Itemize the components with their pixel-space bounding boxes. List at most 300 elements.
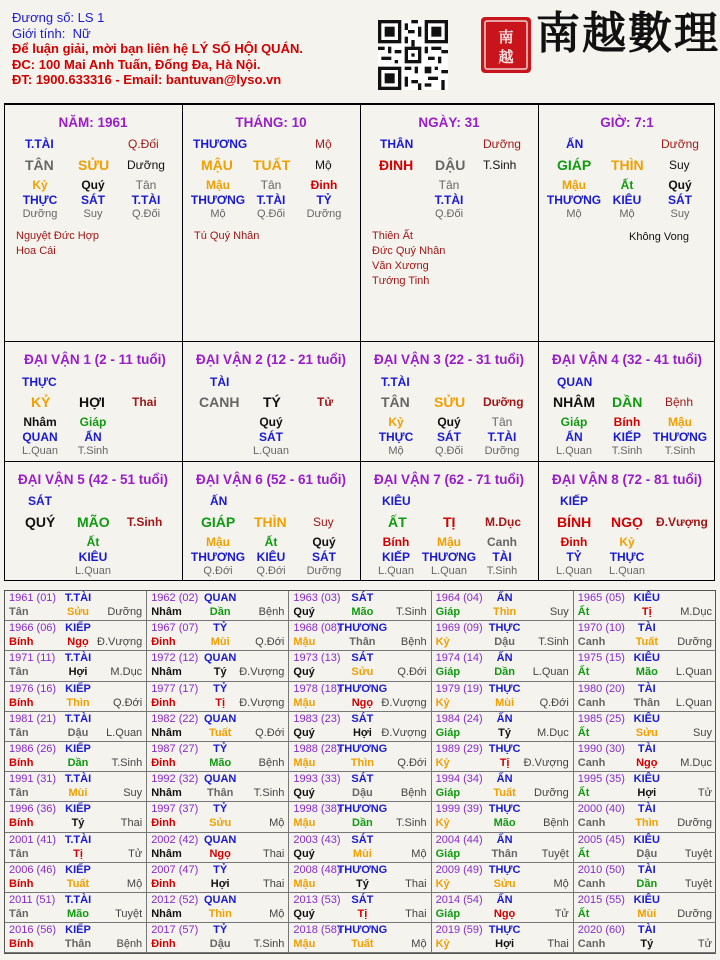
year-state: Thai xyxy=(547,938,569,951)
dai-van-stem: ẤT xyxy=(388,514,407,530)
hidden-god: KIÊU xyxy=(256,550,286,564)
year-label: 2014 (54) xyxy=(435,894,483,906)
pillar-branch: THÌN xyxy=(611,157,644,173)
hidden-god: T.TÀI xyxy=(131,193,161,207)
year-branch: Dậu xyxy=(494,636,515,649)
dai-van-8 xyxy=(539,462,714,580)
hidden-state: L.Quan xyxy=(21,445,59,457)
year-god: ẤN xyxy=(496,652,513,665)
hidden-state: Q.Đối xyxy=(131,208,161,220)
year-branch: Thân xyxy=(64,938,92,951)
year-state: Tử xyxy=(554,908,569,920)
star-item: Đức Quý Nhân xyxy=(372,245,446,257)
year-stem: Mậu xyxy=(293,696,316,709)
year-state: Thai xyxy=(120,817,143,830)
dai-van-branch: MÃO xyxy=(77,514,110,530)
hidden-stem: Mậu xyxy=(562,178,586,192)
dai-van-state: M.Dục xyxy=(485,515,521,529)
hidden-stem: Tân xyxy=(491,415,513,429)
hidden-stem: Tân xyxy=(135,178,157,192)
year-state: Tuyệt xyxy=(541,847,569,860)
year-branch: Ngọ xyxy=(351,696,374,709)
hidden-god: THƯƠNG xyxy=(652,430,708,444)
year-branch: Tị xyxy=(215,696,226,709)
hidden-stem: Ất xyxy=(264,535,278,549)
hidden-god: QUAN xyxy=(22,430,58,444)
year-god: SÁT xyxy=(351,894,374,906)
hidden-god: KIẾP xyxy=(612,430,642,444)
hidden-god: TỶ xyxy=(316,193,332,207)
year-label: 2020 (60) xyxy=(577,924,625,937)
year-stem: Quý xyxy=(293,787,315,800)
dai-van-state: Đ.Vượng xyxy=(656,515,708,529)
year-branch: Sửu xyxy=(351,666,374,679)
hidden-state: Suy xyxy=(83,208,103,220)
year-stem: Bính xyxy=(9,696,34,709)
hidden-state: Dưỡng xyxy=(306,208,342,220)
year-label: 2006 (46) xyxy=(9,863,57,876)
year-label: 2000 (40) xyxy=(577,803,625,816)
year-state: Bệnh xyxy=(258,757,285,769)
star-item: Thiên Ất xyxy=(372,230,413,242)
year-state: Đ.Vượng xyxy=(97,636,143,649)
year-state: Thai xyxy=(262,877,285,890)
year-branch: Hợi xyxy=(210,877,230,890)
year-stem: Tân xyxy=(9,606,29,618)
hidden-god: T.TÀI xyxy=(256,193,286,207)
year-god: KIÊU xyxy=(633,894,660,906)
year-stem: Canh xyxy=(577,877,606,890)
year-god: TÀI xyxy=(637,743,656,755)
year-branch: Ngọ xyxy=(636,757,658,769)
year-god: KIẾP xyxy=(65,743,91,755)
year-branch: Ngọ xyxy=(209,847,231,860)
year-branch: Tuất xyxy=(635,636,658,649)
year-state: L.Quan xyxy=(106,726,143,739)
year-god: TÀI xyxy=(637,622,656,635)
year-cell xyxy=(147,682,289,712)
year-stem: Giáp xyxy=(435,787,461,800)
dai-van-branch: TÝ xyxy=(263,394,281,410)
year-state: Tử xyxy=(697,787,712,800)
year-label: 1983 (23) xyxy=(293,712,341,725)
year-cell xyxy=(5,591,147,621)
year-god: THỰC xyxy=(488,863,521,876)
star-item: Tướng Tinh xyxy=(372,275,430,287)
hidden-god: THỰC xyxy=(378,430,414,444)
year-god: TỶ xyxy=(213,622,228,635)
year-god: T.TÀI xyxy=(64,592,92,604)
hidden-state: Dưỡng xyxy=(484,445,520,457)
pillar-branch-state: T.Sinh xyxy=(483,158,517,172)
hidden-god: THƯƠNG xyxy=(190,550,246,564)
year-cell xyxy=(147,802,289,832)
year-label: 1974 (14) xyxy=(435,652,483,665)
year-stem: Kỷ xyxy=(435,877,450,890)
year-state: Q.Đới xyxy=(397,666,427,679)
year-stem: Ất xyxy=(577,847,590,860)
address-line: ĐC: 100 Mai Anh Tuấn, Đống Đa, Hà Nội. xyxy=(12,56,261,72)
year-stem: Ất xyxy=(577,726,590,739)
hidden-stem: Kỷ xyxy=(32,178,48,192)
year-god: KIÊU xyxy=(633,592,660,604)
star-item: Tú Quý Nhân xyxy=(194,230,260,242)
year-cell xyxy=(574,591,716,621)
hidden-state: L.Quan xyxy=(430,565,468,577)
year-cell xyxy=(574,651,716,681)
profile-header xyxy=(12,10,303,88)
year-god: TÀI xyxy=(637,863,656,876)
dai-van-title: ĐẠI VẬN 5 (42 - 51 tuổi) xyxy=(17,472,169,487)
year-god: QUAN xyxy=(203,773,237,786)
year-label: 1991 (31) xyxy=(9,773,57,786)
hidden-god: THỰC xyxy=(22,193,58,207)
dai-van-stem: BÍNH xyxy=(557,514,592,530)
year-label: 1978 (18) xyxy=(293,682,341,695)
year-stem: Nhâm xyxy=(151,606,182,618)
year-branch: Dần xyxy=(636,877,658,890)
hidden-stem: Giáp xyxy=(560,415,588,429)
year-label: 2007 (47) xyxy=(151,863,199,876)
dai-van-title: ĐẠI VẬN 8 (72 - 81 tuổi) xyxy=(551,472,703,487)
year-cell xyxy=(289,742,431,772)
hidden-stem: Ất xyxy=(86,535,100,549)
year-label: 2017 (57) xyxy=(151,924,199,937)
year-branch: Mão xyxy=(209,757,232,769)
year-label: 2016 (56) xyxy=(9,924,57,937)
year-state: Q.Đới xyxy=(397,757,427,769)
year-state: Suy xyxy=(549,606,569,618)
year-god: T.TÀI xyxy=(64,894,92,906)
year-god: THỰC xyxy=(488,622,521,635)
year-branch: Tị xyxy=(357,908,368,920)
dai-van-stem: NHÂM xyxy=(553,394,595,410)
dai-van-branch: DẦN xyxy=(612,394,643,410)
year-god: T.TÀI xyxy=(64,833,92,846)
year-stem: Kỷ xyxy=(435,938,450,951)
year-stem: Mậu xyxy=(293,938,316,951)
year-label: 1988 (28) xyxy=(293,743,341,755)
year-state: Tử xyxy=(128,847,143,860)
year-stem: Quý xyxy=(293,908,315,920)
dai-van-state: T.Sinh xyxy=(127,515,163,529)
year-cell xyxy=(432,682,574,712)
year-cell xyxy=(147,833,289,863)
year-cell xyxy=(147,621,289,651)
year-label: 1976 (16) xyxy=(9,682,57,695)
year-branch: Dậu xyxy=(209,938,231,951)
year-god: QUAN xyxy=(203,712,237,725)
year-label: 1967 (07) xyxy=(151,622,199,635)
year-branch: Thân xyxy=(633,696,660,709)
year-state: T.Sinh xyxy=(253,938,285,951)
year-label: 1986 (26) xyxy=(9,743,57,755)
year-cell xyxy=(289,651,431,681)
year-stem: Canh xyxy=(577,696,606,709)
year-state: Đ.Vượng xyxy=(239,666,285,679)
profile-code: Đương số: LS 1 xyxy=(12,10,105,25)
year-cell xyxy=(5,742,147,772)
year-god: TÀI xyxy=(637,803,656,816)
year-branch: Tý xyxy=(355,877,369,890)
year-state: M.Dục xyxy=(680,606,712,618)
hidden-god: ẤN xyxy=(565,430,583,444)
star-item: Văn Xương xyxy=(372,260,429,272)
year-god: TỶ xyxy=(213,924,228,937)
year-god: THƯƠNG xyxy=(337,622,388,635)
year-label: 2015 (55) xyxy=(577,894,625,906)
year-cell xyxy=(289,712,431,742)
star-item: Hoa Cái xyxy=(16,245,56,257)
hidden-state: Q.Đối xyxy=(434,208,464,220)
year-god: QUAN xyxy=(203,833,237,846)
year-branch: Dần xyxy=(352,817,373,830)
hidden-stem: Quý xyxy=(81,178,105,192)
year-label: 2001 (41) xyxy=(9,833,57,846)
year-state: Q.Đới xyxy=(112,696,143,709)
pillar-branch-state: Mộ xyxy=(315,158,332,172)
hidden-state: L.Quan xyxy=(252,445,290,457)
profile-gender xyxy=(12,26,303,42)
year-stem: Bính xyxy=(9,817,34,830)
year-god: THƯƠNG xyxy=(337,803,388,816)
year-stem: Mậu xyxy=(293,817,316,830)
hidden-stem: Kỷ xyxy=(388,415,404,429)
pillar-month xyxy=(183,105,360,341)
year-god: TỶ xyxy=(213,743,228,755)
year-state: Dưỡng xyxy=(107,606,143,618)
year-branch: Hợi xyxy=(352,726,372,739)
dai-van-stem: TÂN xyxy=(381,394,410,410)
year-god: KIÊU xyxy=(633,773,660,786)
year-branch: Dậu xyxy=(67,726,89,739)
dai-van-title: ĐẠI VẬN 2 (12 - 21 tuổi) xyxy=(195,352,347,367)
year-stem: Tân xyxy=(9,908,29,920)
year-state: M.Dục xyxy=(680,757,712,769)
year-branch: Dần xyxy=(494,666,515,679)
gender-label: Giới tính: xyxy=(12,25,66,41)
year-god: QUAN xyxy=(203,652,237,665)
year-branch: Thìn xyxy=(350,757,374,769)
year-label: 2009 (49) xyxy=(435,863,483,876)
hidden-stem: Bính xyxy=(613,415,641,429)
year-god: T.TÀI xyxy=(64,652,92,665)
year-stem: Quý xyxy=(293,847,315,860)
year-stem: Mậu xyxy=(293,636,316,649)
year-god: TỶ xyxy=(213,803,228,816)
year-stem: Giáp xyxy=(435,908,461,920)
year-branch: Mùi xyxy=(210,636,230,649)
year-state: T.Sinh xyxy=(111,757,143,769)
year-branch: Tuất xyxy=(66,877,90,890)
year-branch: Thìn xyxy=(492,606,517,618)
year-cell xyxy=(147,863,289,893)
year-label: 1997 (37) xyxy=(151,803,199,816)
dai-van-7 xyxy=(361,462,538,580)
year-stem: Giáp xyxy=(435,847,461,860)
hidden-state: L.Quan xyxy=(608,565,646,577)
pillar-branch: DẬU xyxy=(435,157,466,173)
year-cell xyxy=(5,621,147,651)
year-label: 1973 (13) xyxy=(293,652,341,665)
year-branch: Tuất xyxy=(493,787,516,800)
year-branch: Mão xyxy=(351,606,374,618)
pillar-branch-state: Suy xyxy=(669,158,690,172)
year-stem: Bính xyxy=(9,938,34,951)
year-cell xyxy=(432,893,574,923)
year-god: THỰC xyxy=(488,682,521,695)
year-cell xyxy=(147,742,289,772)
year-label: 2003 (43) xyxy=(293,833,341,846)
hidden-state: L.Quan xyxy=(555,445,593,457)
year-branch: Tuất xyxy=(351,938,374,951)
year-god: QUAN xyxy=(203,894,237,906)
hidden-god: T.TÀI xyxy=(487,430,517,444)
year-label: 2002 (42) xyxy=(151,833,199,846)
year-stem: Đinh xyxy=(151,938,176,951)
dai-van-title: ĐẠI VẬN 6 (52 - 61 tuổi) xyxy=(195,472,347,487)
year-stem: Quý xyxy=(293,726,315,739)
pillar-branch: SỬU xyxy=(78,157,110,173)
year-god: T.TÀI xyxy=(64,773,92,786)
year-stem: Đinh xyxy=(151,817,176,830)
year-god: ẤN xyxy=(496,773,513,786)
year-stem: Ất xyxy=(577,606,590,618)
hidden-stem: Đinh xyxy=(560,535,588,549)
year-god: ẤN xyxy=(496,833,513,846)
pillar-state: Dưỡng xyxy=(661,137,699,151)
year-label: 1961 (01) xyxy=(9,592,57,604)
year-branch: Hợi xyxy=(495,938,515,951)
year-cell xyxy=(5,772,147,802)
hidden-stem: Mậu xyxy=(437,535,461,549)
year-branch: Thân xyxy=(491,847,518,860)
year-label: 1994 (34) xyxy=(435,773,483,786)
hidden-state: Mộ xyxy=(210,208,226,220)
year-cell xyxy=(432,742,574,772)
seal-glyph: 越 xyxy=(498,48,514,66)
year-stem: Đinh xyxy=(151,757,176,769)
year-stem: Kỷ xyxy=(435,696,450,709)
pillar-stem: TÂN xyxy=(25,157,54,173)
hidden-stem: Bính xyxy=(382,535,410,549)
star-item: Không Vong xyxy=(629,231,689,243)
pillar-stem: MẬU xyxy=(201,157,233,173)
year-stem: Canh xyxy=(577,938,606,951)
logo-title: 南越數理 xyxy=(536,8,720,59)
dai-van-god: ẤN xyxy=(210,494,228,508)
year-label: 1975 (15) xyxy=(577,652,625,665)
year-cell xyxy=(432,712,574,742)
year-label: 1987 (27) xyxy=(151,743,199,755)
year-cell xyxy=(5,923,147,953)
hidden-stem: Giáp xyxy=(79,415,107,429)
dai-van-branch: HỢI xyxy=(79,394,105,410)
dai-van-4 xyxy=(539,342,714,461)
year-stem: Ất xyxy=(577,666,590,679)
year-state: T.Sinh xyxy=(396,817,427,830)
year-cell xyxy=(574,772,716,802)
year-cell xyxy=(289,772,431,802)
year-cell xyxy=(432,621,574,651)
year-label: 1971 (11) xyxy=(9,652,56,665)
year-state: Bệnh xyxy=(258,606,285,618)
dai-van-god: TÀI xyxy=(210,375,230,389)
year-state: Thai xyxy=(405,877,427,890)
hidden-state: Mộ xyxy=(566,208,582,220)
hidden-stem: Tân xyxy=(438,178,460,192)
year-cell xyxy=(147,712,289,742)
year-branch: Tý xyxy=(498,726,512,739)
hidden-god: THƯƠNG xyxy=(546,193,602,207)
hidden-state: Q.Đối xyxy=(256,208,286,220)
year-stem: Ất xyxy=(577,787,590,800)
year-stem: Nhâm xyxy=(151,666,182,679)
red-seal-logo xyxy=(480,16,532,74)
year-stem: Đinh xyxy=(151,696,176,709)
year-label: 1998 (38) xyxy=(293,803,341,816)
year-branch: Mùi xyxy=(68,787,88,800)
hidden-state: Dưỡng xyxy=(22,208,58,220)
year-god: SÁT xyxy=(351,712,374,725)
year-stem: Quý xyxy=(293,606,315,618)
year-stem: Giáp xyxy=(435,666,461,679)
hidden-state: Dưỡng xyxy=(306,565,342,577)
year-stem: Nhâm xyxy=(151,847,182,860)
hidden-state: T.Sinh xyxy=(611,445,643,457)
year-label: 1989 (29) xyxy=(435,743,483,755)
year-branch: Sửu xyxy=(209,817,232,830)
pillar-title: NGÀY: 31 xyxy=(418,115,480,130)
year-state: Mộ xyxy=(411,938,427,951)
hidden-state: T.Sinh xyxy=(664,445,696,457)
dai-van-branch: TỊ xyxy=(443,514,456,530)
year-cell xyxy=(5,682,147,712)
year-label: 1966 (06) xyxy=(9,622,57,635)
year-state: Dưỡng xyxy=(677,908,712,920)
pillar-branch: TUẤT xyxy=(253,157,291,173)
dai-van-title: ĐẠI VẬN 4 (32 - 41 tuổi) xyxy=(551,352,703,367)
year-state: Dưỡng xyxy=(534,787,569,800)
year-god: KIẾP xyxy=(65,863,91,876)
year-state: Dưỡng xyxy=(677,636,712,649)
year-branch: Thìn xyxy=(635,817,659,830)
year-cell xyxy=(147,893,289,923)
year-label: 1977 (17) xyxy=(151,682,199,695)
year-label: 1964 (04) xyxy=(435,592,483,604)
year-state: Tuyệt xyxy=(684,847,712,860)
year-cell xyxy=(574,802,716,832)
year-label: 1993 (33) xyxy=(293,773,341,786)
year-cell xyxy=(574,712,716,742)
year-god: THỰC xyxy=(488,924,521,937)
year-god: THƯƠNG xyxy=(337,924,388,937)
year-stem: Bính xyxy=(9,757,34,769)
year-stem: Kỷ xyxy=(435,817,450,830)
year-state: T.Sinh xyxy=(538,636,569,649)
yearly-table xyxy=(4,590,716,954)
year-state: Bệnh xyxy=(400,636,427,649)
pillar-day xyxy=(361,105,538,341)
year-label: 1999 (39) xyxy=(435,803,483,816)
pillar-hour xyxy=(539,105,714,341)
hidden-state: Mộ xyxy=(619,208,635,220)
year-branch: Tuất xyxy=(208,726,232,739)
year-stem: Mậu xyxy=(293,757,316,769)
year-label: 1969 (09) xyxy=(435,622,483,635)
year-branch: Thìn xyxy=(208,908,232,920)
year-state: L.Quan xyxy=(675,666,712,679)
